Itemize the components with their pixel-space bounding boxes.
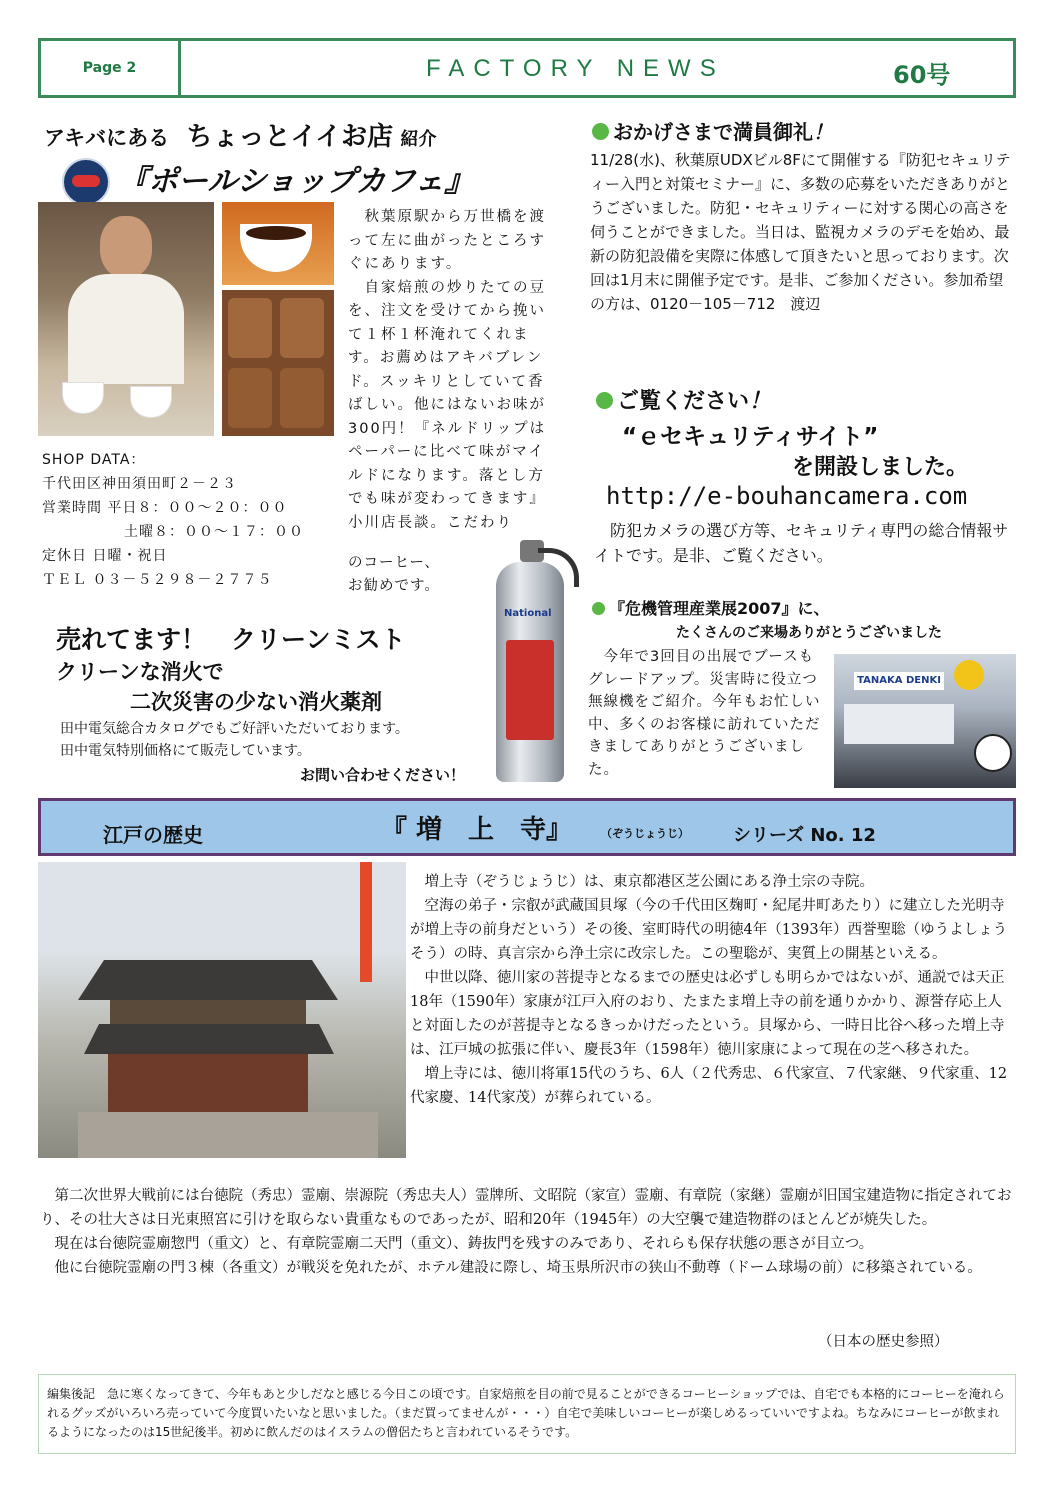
series-reading: （ぞうじょうじ） xyxy=(601,827,689,840)
series-title: 『 増 上 寺』 xyxy=(381,815,573,845)
series-number: シリーズ No. 12 xyxy=(733,825,876,846)
shop-hours-weekday: 営業時間 平日８：００～２０：００ xyxy=(42,500,288,516)
series-banner xyxy=(38,798,1016,856)
temple-source: （日本の歴史参照） xyxy=(818,1334,949,1350)
temple-para-7: 他に台徳院霊廟の門３棟（各重文）が戦災を免れたが、ホテル建設に際し、埼玉県所沢市の狭山不動尊（ドーム球場の前）に移築されている。 xyxy=(40,1260,982,1276)
temple-para-3: 中世以降、徳川家の菩提寺となるまでの歴史は必ずしも明らかではないが、通説では天正18年（1590年）家康が江戸入府のおり、たまたま増上寺の前を通りかかり、源誉存応上人と対面したのが菩提寺となるきっかけだったという。貝塚から、一時日比谷へ移った増上寺は、江戸城の拡張に伴い、慶長3年（1598年）徳川家康によって現在の芝へ移された。 xyxy=(410,970,1005,1058)
coffee-cup-photo xyxy=(222,202,334,285)
expo-booth-photo xyxy=(834,654,1016,788)
cafe-body-tail xyxy=(348,552,440,598)
shop-address: 千代田区神田須田町２－２３ xyxy=(42,476,237,492)
mist-line1: 田中電気総合カタログでもご好評いただいております。 xyxy=(60,721,409,737)
cafe-name: 『ポールショップカフェ』 xyxy=(118,164,475,199)
cafe-headline-c: 紹介 xyxy=(400,129,437,150)
coffee-beans-photo xyxy=(222,290,334,436)
cafe-para-3: のコーヒー、 xyxy=(348,555,440,571)
cafe-headline xyxy=(44,116,437,153)
shop-data xyxy=(42,448,304,592)
green-bullet-icon xyxy=(592,123,609,140)
series-label: 江戸の歴史 xyxy=(103,823,203,847)
expo-title-text: 『危機管理産業展2007』に、 xyxy=(609,599,830,618)
mist-sub1: クリーンな消火で xyxy=(56,660,224,684)
mist-sub2: 二次災害の少ない消火薬剤 xyxy=(130,690,382,714)
green-bullet-icon xyxy=(592,602,605,615)
seminar-mark: ！ xyxy=(813,120,833,144)
temple-para-5: 第二次世界大戦前には台徳院（秀忠）霊廟、崇源院（秀忠夫人）霊牌所、文昭院（家宣）霊廟、有章院（家継）霊廟が旧国宝建造物に指定されており、その壮大さは日光東照宮に引けを取らない貴重なものであったが、昭和20年（1945年）の大空襲で建造物群のほとんどが焼失した。 xyxy=(40,1188,1012,1228)
cafe-para-1: 秋葉原駅から万世橋を渡って左に曲がったところすぐにあります。 xyxy=(348,209,546,272)
temple-para-4: 増上寺には、徳川将軍15代のうち、6人（２代秀忠、６代家宣、７代家継、９代家重、12代家慶、14代家茂）が葬られている。 xyxy=(410,1066,1008,1106)
site-mark: ！ xyxy=(749,389,772,414)
expo-banner: TANAKA DENKI xyxy=(854,672,944,690)
extinguisher-image xyxy=(486,540,576,784)
site-body: 防犯カメラの選び方等、セキュリティ専門の総合情報サイトです。是非、ご覧ください。 xyxy=(594,521,1009,565)
cafe-body xyxy=(348,206,558,535)
barista-photo xyxy=(38,202,214,436)
temple-para-6: 現在は台徳院霊廟惣門（重文）と、有章院霊廟二天門（重文）、鋳抜門を残すのみであり、それらも保存状態の悪さが目立つ。 xyxy=(40,1236,874,1252)
cafe-headline-a: アキバにある xyxy=(44,126,170,150)
temple-side-text xyxy=(410,870,1014,1110)
page-number: Page 2 xyxy=(41,41,181,95)
page-header xyxy=(38,38,1016,98)
editor-note: 編集後記 急に寒くなってきて、今年もあと少しだなと感じる今日この頃です。自家焙煎を目の前で見ることができるコーヒーショップでは、自宅でも本格的にコーヒーを淹れられるグッズがいろいろ売っていて今度買いたいなと思いました。（まだ買ってませんが・・・）自宅で美味しいコーヒーが楽しめるっていいですよね。ちなみにコーヒーが飲まれるようになったのは15世紀後半。初めに飲んだのはイスラムの僧侶たちと言われているそうです。 xyxy=(38,1374,1016,1454)
site-title xyxy=(596,384,771,415)
cafe-logo-icon xyxy=(62,158,110,206)
issue-number: 60号 xyxy=(893,61,951,89)
seminar-body: 11/28(水)、秋葉原UDXビル8Fにて開催する『防犯セキュリティー入門と対策セミナー』に、多数の応募をいただきありがとうございました。防犯・セキュリティーに対する関心の高さを伺うことができました。当日は、監視カメラのデモを始め、最新の防犯設備を実際に体感して頂きたいと思っております。次回は1月末に開催予定です。是非、ご参加ください。参加希望の方は、0120－105－712 渡辺 xyxy=(590,151,1011,313)
newsletter-title: FACTORY NEWS xyxy=(426,55,725,82)
shop-hours-saturday: 土曜８：００～１７：００ xyxy=(124,524,304,540)
seminar-title-text: おかげさまで満員御礼 xyxy=(613,120,813,144)
site-url[interactable]: http://e-bouhancamera.com xyxy=(606,482,968,510)
site-name: “ｅセキュリティサイト” xyxy=(622,424,879,450)
shop-data-label: SHOP DATA： xyxy=(42,452,146,468)
temple-para-2: 空海の弟子・宗叡が武蔵国貝塚（今の千代田区麹町・紀尾井町あたり）に建立した光明寺が増上寺の前身だという）その後、室町時代の明徳4年（1393年）西誉聖聡（ゆうよしょうそう）の時、真言宗から浄土宗に改宗した。この聖聡が、実質上の開基といえる。 xyxy=(410,898,1008,962)
temple-para-1: 増上寺（ぞうじょうじ）は、東京都港区芝公園にある浄土宗の寺院。 xyxy=(410,874,874,890)
site-title-text: ご覧ください xyxy=(617,389,750,414)
site-opened: を開設しました。 xyxy=(792,455,969,480)
cafe-para-2: 自家焙煎の炒りたての豆を、注文を受けてから挽いて１杯１杯淹れてくれます。お薦めはアキバブレンド。スッキリとしていて香ばしい。他にはないお味が300円！『ネルドリップはペーパーに比べて味がマイルドになります。落とし方でも味が変わってきます』小川店長談。こだわり xyxy=(348,279,547,531)
mist-cta: お問い合わせください！ xyxy=(300,766,466,784)
shop-closed: 定休日 日曜・祝日 xyxy=(42,548,168,564)
mist-line2: 田中電気特別価格にて販売しています。 xyxy=(60,743,311,759)
cafe-para-4: お勧めです。 xyxy=(348,578,440,594)
expo-title xyxy=(592,596,830,619)
mist-body xyxy=(60,718,409,762)
shop-tel: ＴＥＬ ０３－５２９８－２７７５ xyxy=(42,572,273,588)
seminar-title xyxy=(592,116,833,145)
expo-thanks: たくさんのご来場ありがとうございました xyxy=(676,625,942,641)
extinguisher-brand: National xyxy=(504,608,552,619)
green-bullet-icon xyxy=(596,392,613,409)
expo-body: 今年で3回目の出展でブースもグレードアップ。災害時に役立つ無線機をご紹介。今年もお忙しい中、多くのお客様に訪れていただきましてありがとうございました。 xyxy=(588,649,821,778)
zojoji-temple-photo xyxy=(38,862,406,1158)
mist-title: 売れてます！ クリーンミスト xyxy=(56,625,406,654)
temple-full-text xyxy=(40,1184,1014,1280)
cafe-headline-b: ちょっとイイお店 xyxy=(186,122,394,152)
